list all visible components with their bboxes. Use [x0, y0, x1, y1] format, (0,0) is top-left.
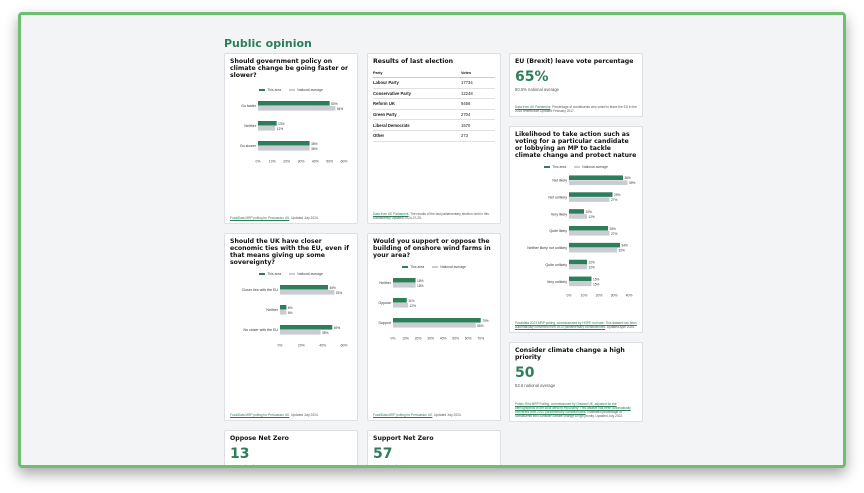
source-link[interactable]: FocalData MRP polling for Persuasion UK	[230, 413, 290, 417]
tick-label: 30%	[297, 159, 305, 164]
stat-value: 50	[515, 365, 535, 381]
legend-item-area: This area	[402, 265, 424, 269]
bar	[569, 175, 623, 180]
bar	[258, 106, 335, 111]
stat-value: 13	[230, 446, 250, 462]
tick-label: 40%	[311, 159, 319, 164]
tick-label: 10%	[580, 293, 588, 298]
table-row: Liberal Democrats 1570	[373, 120, 495, 131]
tick-label: 30%	[610, 293, 618, 298]
bar	[393, 298, 407, 303]
data-label: 13%	[278, 121, 285, 126]
tick-label: 20%	[595, 293, 603, 298]
source-link[interactable]: Public First MRP Polling, commissioned by Onward UK, adjusted for the demographics of the local area by mySociety. This dataset has been automatically converted from 2010 parliamentary constituencies	[515, 402, 631, 414]
tick-label: 10%	[268, 159, 276, 164]
bar	[393, 318, 481, 323]
card-title: Should government policy on climate change be going faster or slower?	[230, 58, 349, 79]
chart-legend	[373, 265, 495, 269]
bar	[569, 231, 610, 236]
bar	[393, 278, 416, 283]
card-govt-policy	[224, 53, 358, 224]
legend-item-national: National average	[289, 272, 323, 276]
browser-window	[18, 12, 846, 468]
data-label: 15%	[593, 282, 600, 287]
tick-label: 40%	[319, 343, 327, 348]
table-row: Green Party 2704	[373, 109, 495, 120]
bar	[280, 330, 321, 335]
card-title: Consider climate change a high priority	[515, 347, 625, 361]
card-title: Oppose Net Zero	[230, 435, 289, 442]
bar	[258, 121, 277, 126]
source-link[interactable]: Focaldata 2023 MRP polling, commissioned by HOPE not hate. This dataset has been automatically converted from 2010 parliamentary constituencies	[515, 321, 637, 329]
card-title: Would you support or oppose the building of onshore wind farms in your area?	[373, 238, 491, 259]
category-label: Go faster	[241, 104, 256, 109]
tick-label: 0%	[255, 159, 261, 164]
table-row: Reform UK 9456	[373, 99, 495, 110]
legend-item-area: This area	[544, 165, 566, 169]
source-link[interactable]: FocalData MRP polling for Persuasion UK	[230, 216, 290, 220]
tick-label: 40%	[439, 336, 447, 341]
card-title: Results of last election	[373, 58, 454, 65]
tick-label: 0%	[277, 343, 283, 348]
bar	[569, 265, 587, 270]
bar	[258, 126, 275, 131]
bar	[569, 192, 613, 197]
card-climate-priority	[509, 342, 643, 422]
data-label: 32%	[618, 248, 625, 253]
bar	[569, 209, 584, 214]
card-title: Should the UK have closer economic ties with the EU, even if that means giving up some sovereignty?	[230, 238, 349, 266]
bar	[569, 180, 628, 185]
category-label: Neither	[266, 308, 278, 313]
data-label: 18%	[417, 283, 424, 288]
category-label: Oppose	[378, 301, 391, 306]
chart-legend	[230, 88, 352, 92]
bar	[258, 141, 310, 146]
tick-label: 60%	[340, 159, 348, 164]
card-election-results	[367, 53, 501, 224]
data-label: 6%	[287, 310, 293, 315]
data-label: 15%	[593, 277, 600, 282]
bar-chart	[230, 94, 354, 164]
tick-label: 50%	[452, 336, 460, 341]
data-label: 27%	[611, 198, 618, 203]
chart-legend	[230, 272, 352, 276]
data-label: 70%	[482, 318, 489, 323]
stat-value: 57	[373, 446, 393, 462]
national-average: 12.4 national average	[230, 464, 271, 468]
tick-label: 70%	[477, 336, 485, 341]
data-label: 26%	[609, 226, 616, 231]
card-eu-ties	[224, 233, 358, 421]
bar	[280, 290, 334, 295]
data-label: 6%	[287, 305, 293, 310]
tick-label: 10%	[402, 336, 409, 341]
data-label: 49%	[333, 325, 341, 330]
legend-item-area: This area	[259, 272, 281, 276]
category-label: Net likely	[552, 178, 567, 183]
category-label: Very likely	[550, 212, 567, 217]
stat-value: 65%	[515, 69, 549, 85]
tick-label: 0%	[390, 336, 396, 341]
category-label: Quite unlikely	[545, 262, 567, 267]
card-footer: FocalData MRP polling for Persuasion UK. Updated July 2024.	[230, 413, 319, 417]
card-brexit	[509, 53, 643, 117]
tick-label: 40%	[625, 293, 633, 298]
legend-item-area: This area	[259, 88, 281, 92]
card-title: Support Net Zero	[373, 435, 434, 442]
source-link[interactable]: FocalData MRP polling for Persuasion UK	[373, 413, 433, 417]
table-row: Conservative Party 12248	[373, 88, 495, 99]
data-label: 39%	[629, 181, 636, 186]
category-label: Neither	[244, 124, 256, 129]
data-label: 12%	[588, 260, 595, 265]
card-footer: Public First MRP Polling, commissioned by Onward UK, adjusted for the demographics of the local area by mySociety. This dataset has been automatically converted from 2010 parliamentary constituencies. Estimated percentage of constituents who consider climate change a high priority. Updated July 2022.	[515, 402, 631, 418]
legend-item-national: National average	[432, 265, 466, 269]
national-average: 60.4 national average	[373, 464, 414, 468]
legend-item-national: National average	[574, 165, 608, 169]
bar	[569, 214, 587, 219]
national-average: 53.6 national average	[515, 383, 556, 388]
bar-chart	[373, 271, 497, 341]
national-average: 50.5% national average	[515, 87, 560, 92]
category-label: Neither	[379, 281, 391, 286]
data-label: 36%	[311, 141, 318, 146]
bar	[569, 226, 608, 231]
bar	[569, 248, 617, 253]
tick-label: 60%	[464, 336, 472, 341]
bar-chart	[230, 278, 354, 348]
bar	[569, 243, 620, 248]
bar	[258, 146, 310, 151]
bar	[393, 323, 476, 328]
tick-label: 60%	[340, 343, 348, 348]
col-party: Party	[373, 69, 461, 78]
table-row: Other 273	[373, 130, 495, 141]
card-footer: Data from UK Parliament. Percentage of constituents who voted to leave the EU in the 2016 referendum Updated February 2017.	[515, 105, 637, 113]
bar	[569, 277, 592, 282]
tick-label: 30%	[427, 336, 434, 341]
data-label: 11%	[408, 298, 415, 303]
category-label: Very unlikely	[546, 279, 567, 284]
category-label: Net unlikely	[548, 195, 567, 200]
page-title: Public opinion	[224, 37, 312, 50]
category-label: Neither likely nor unlikely	[527, 246, 567, 251]
card-oppose-net-zero	[224, 430, 358, 468]
bar	[280, 325, 332, 330]
tick-label: 20%	[297, 343, 305, 348]
data-label: 12%	[409, 303, 416, 308]
bar	[280, 305, 286, 310]
tick-label: 0%	[566, 293, 572, 298]
data-label: 66%	[477, 323, 484, 328]
data-label: 34%	[621, 243, 628, 248]
bar	[258, 101, 330, 106]
bar	[280, 310, 286, 315]
category-label: Quite likely	[549, 229, 567, 234]
data-label: 45%	[329, 285, 336, 290]
results-table	[373, 69, 495, 142]
data-label: 38%	[322, 330, 329, 335]
tick-label: 50%	[326, 159, 334, 164]
bar	[393, 283, 416, 288]
data-label: 10%	[585, 209, 592, 214]
card-footer: FocalData MRP polling for Persuasion UK. Updated July 2024.	[230, 216, 319, 220]
data-label: 36%	[624, 176, 631, 181]
card-title: Likelihood to take action such as voting for a particular candidate or lobbying an MP to tackle climate change and protect nature	[515, 131, 637, 159]
legend-item-national: National average	[289, 88, 323, 92]
data-label: 51%	[335, 290, 343, 295]
category-label: Go slower	[239, 144, 256, 149]
card-footer: Focaldata 2023 MRP polling, commissioned by HOPE not hate. This dataset has been automatically converted from 2010 parliamentary constituencies. Updated April 2024.	[515, 321, 637, 329]
data-label: 36%	[311, 146, 318, 151]
data-label: 18%	[417, 278, 424, 283]
bar	[569, 260, 587, 265]
bar-chart	[515, 170, 639, 298]
source-link[interactable]: Data from UK Parliament	[373, 212, 409, 216]
data-label: 50%	[331, 101, 338, 106]
data-label: 12%	[276, 126, 284, 131]
tick-label: 20%	[414, 336, 422, 341]
card-support-net-zero	[367, 430, 501, 468]
card-footer: FocalData MRP polling for Persuasion UK. Updated July 2024.	[373, 413, 462, 417]
tick-label: 20%	[283, 159, 291, 164]
category-label: Support	[378, 321, 391, 326]
category-label: No closer with the EU	[243, 328, 278, 333]
source-link[interactable]: Data from UK Parliament	[515, 105, 551, 109]
chart-legend	[515, 165, 637, 169]
card-footer: Data from UK Parliament. The results of the last parliamentary election held in this constituency Updated 2024-07-25.	[373, 212, 489, 220]
card-title: EU (Brexit) leave vote percentage	[515, 58, 634, 65]
category-label: Closer ties with the EU	[241, 288, 278, 293]
data-label: 27%	[611, 231, 618, 236]
bar	[280, 285, 328, 290]
data-label: 12%	[588, 265, 595, 270]
data-label: 54%	[336, 106, 344, 111]
data-label: 12%	[588, 214, 595, 219]
bar	[393, 303, 408, 308]
data-label: 29%	[614, 193, 621, 198]
bar	[569, 282, 592, 287]
table-row: Labour Party 17734	[373, 78, 495, 89]
bar	[569, 197, 610, 202]
card-action-likelihood	[509, 126, 643, 333]
col-votes: Votes	[461, 69, 495, 78]
card-wind-farms	[367, 233, 501, 421]
